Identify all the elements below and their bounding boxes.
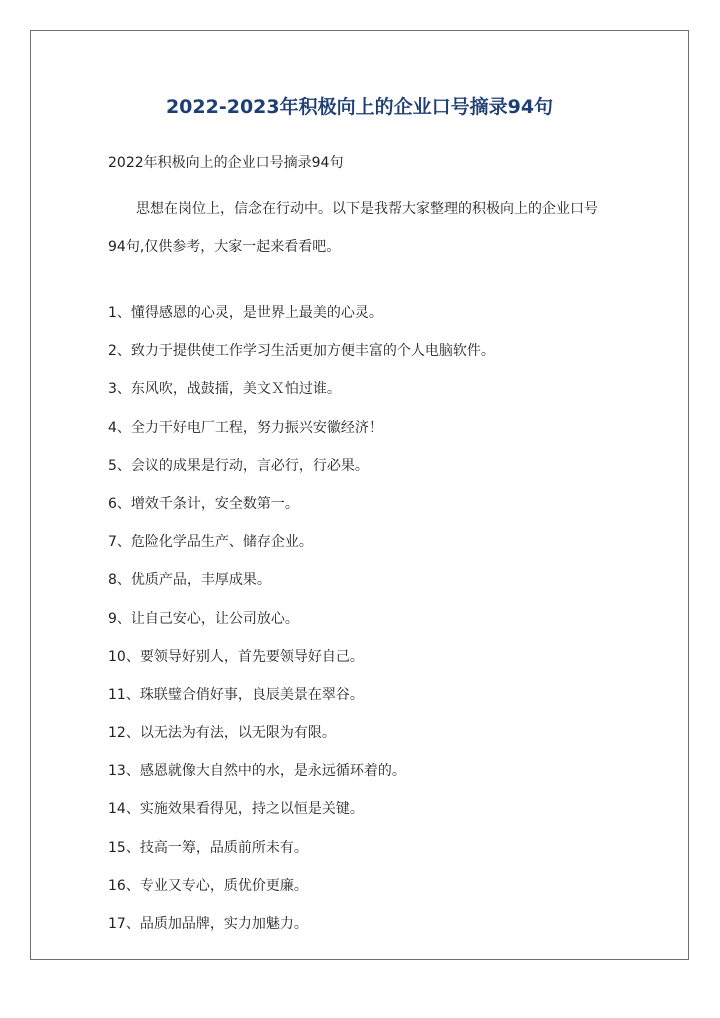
slogan-item: 4、全力干好电厂工程，努力振兴安徽经济！ xyxy=(108,419,383,436)
slogan-item: 17、品质加品牌，实力加魅力。 xyxy=(108,916,308,932)
slogan-item: 8、优质产品，丰厚成果。 xyxy=(108,572,271,589)
slogan-item: 6、增效千条计，安全数第一。 xyxy=(108,495,299,512)
intro-line-2: 94句,仅供参考，大家一起来看看吧。 xyxy=(108,239,341,255)
slogan-item: 15、技高一筹，品质前所未有。 xyxy=(108,839,308,856)
document-subtitle: 2022年积极向上的企业口号摘录94句 xyxy=(108,155,344,171)
slogan-item: 1、懂得感恩的心灵，是世界上最美的心灵。 xyxy=(108,305,383,321)
intro-line-1: 思想在岗位上，信念在行动中。以下是我帮大家整理的积极向上的企业口号 xyxy=(136,201,598,217)
slogan-item: 11、珠联璧合俏好事，良辰美景在翠谷。 xyxy=(108,686,364,703)
slogan-item: 5、会议的成果是行动，言必行，行必果。 xyxy=(108,457,369,474)
slogan-item: 13、感恩就像大自然中的水，是永远循环着的。 xyxy=(108,763,406,780)
slogan-item: 2、致力于提供使工作学习生活更加方便丰富的个人电脑软件。 xyxy=(108,343,495,360)
slogan-item: 7、危险化学品生产、储存企业。 xyxy=(108,534,313,551)
slogan-item: 10、要领导好别人，首先要领导好自己。 xyxy=(108,648,364,665)
document-title: 2022-2023年积极向上的企业口号摘录94句 xyxy=(165,96,554,118)
slogan-item: 9、让自己安心，让公司放心。 xyxy=(108,610,299,627)
intro-paragraph xyxy=(108,190,613,266)
slogan-list xyxy=(108,302,495,951)
slogan-item: 16、专业又专心，质优价更廉。 xyxy=(108,877,308,894)
slogan-item: 3、东风吹，战鼓擂，美文Ｘ怕过谁。 xyxy=(108,381,341,398)
slogan-item: 12、以无法为有法，以无限为有限。 xyxy=(108,725,336,742)
slogan-item: 14、实施效果看得见，持之以恒是关键。 xyxy=(108,801,364,818)
